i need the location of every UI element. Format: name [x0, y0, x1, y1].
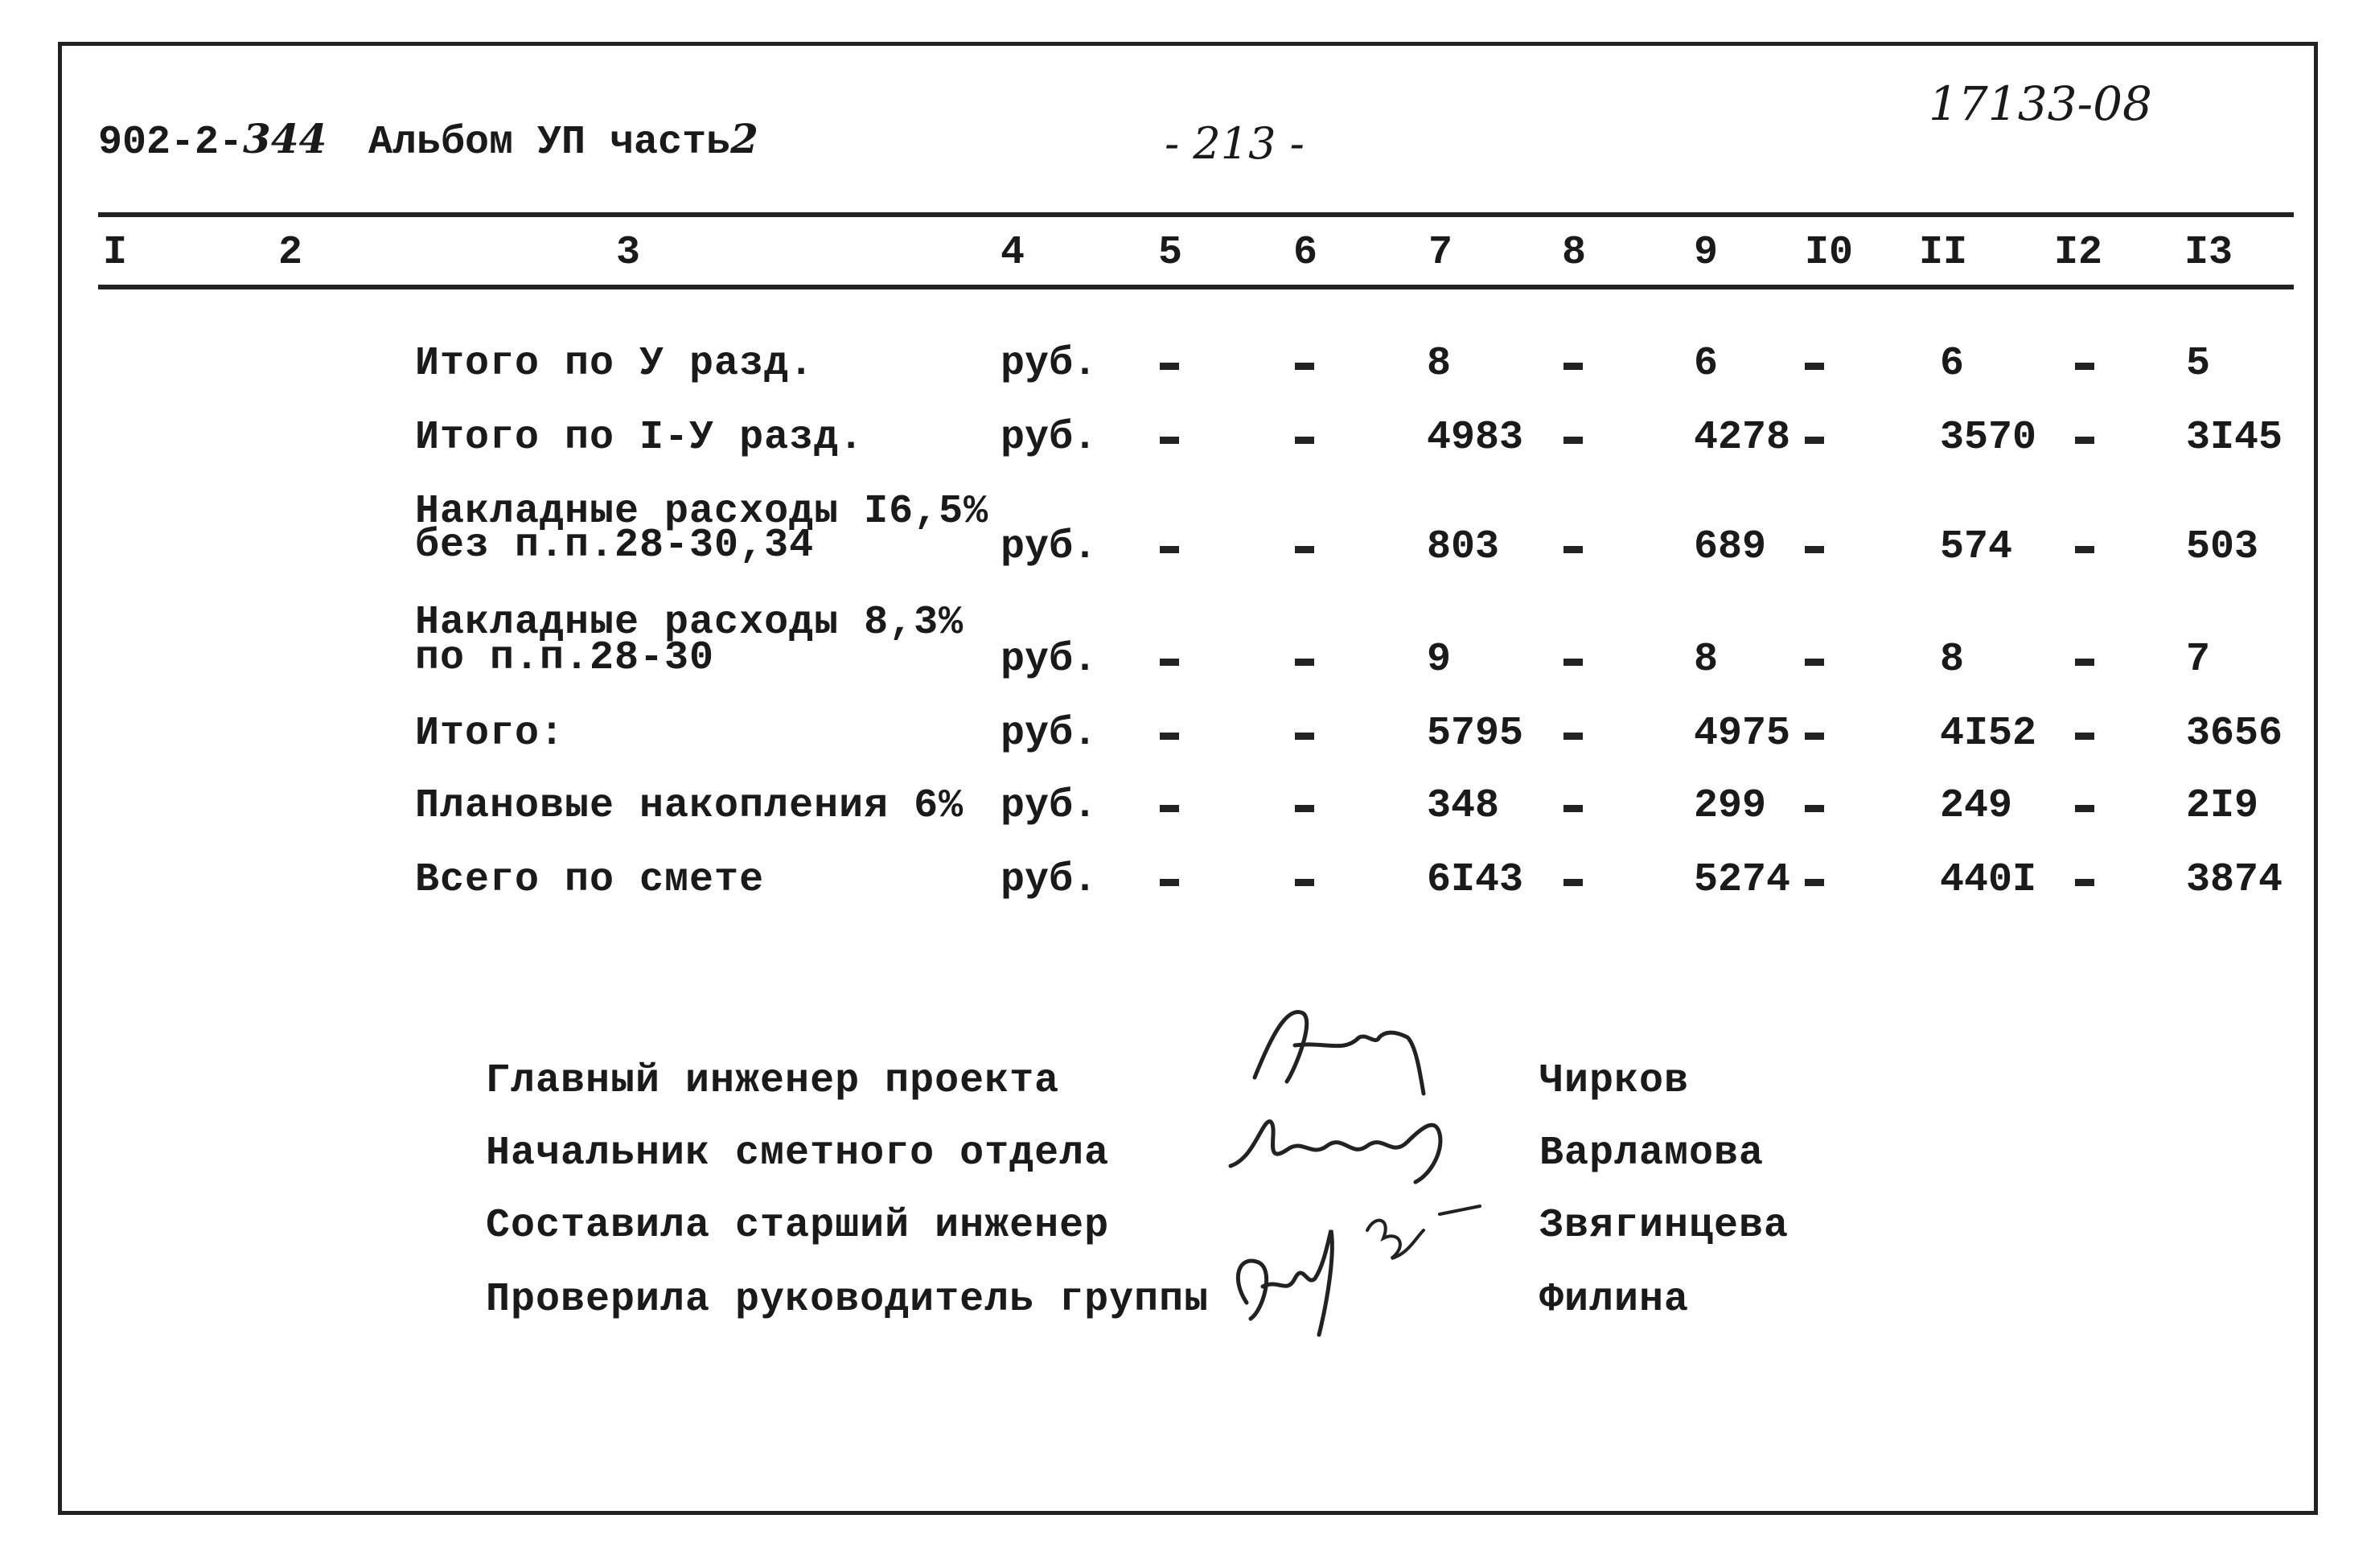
signature-name: Филина: [1539, 1277, 1690, 1323]
signature-name: Варламова: [1539, 1131, 1765, 1176]
dash-col5: [1160, 360, 1179, 373]
signature-role: Начальник сметного отдела: [486, 1131, 1110, 1176]
column-header: 7: [1428, 230, 1453, 276]
handwritten-signature-chief-engineer: [1239, 989, 1448, 1110]
dash-col12: [2075, 876, 2094, 889]
value-col7: 5795: [1427, 711, 1524, 757]
row-unit: руб.: [1001, 783, 1098, 829]
dash-col5: [1160, 434, 1179, 447]
row-label: Плановые накопления 6%: [415, 783, 964, 829]
column-header: 5: [1158, 230, 1183, 276]
value-col11: 440I: [1940, 857, 2037, 903]
row-unit: руб.: [1001, 857, 1098, 903]
column-header: 3: [616, 230, 641, 276]
dash-col10: [1805, 656, 1824, 669]
column-header: 4: [1001, 230, 1025, 276]
document-code-handwritten: 344: [243, 115, 327, 162]
row-label: Итого по У разд.: [415, 341, 815, 387]
dash-col12: [2075, 802, 2094, 815]
page-number: - 213 -: [1165, 118, 1305, 169]
row-label: Накладные расходы 8,3%: [415, 600, 964, 646]
row-label: Всего по смете: [415, 857, 765, 903]
value-col13: 3656: [2186, 711, 2283, 757]
dash-col8: [1563, 802, 1583, 815]
row-unit: руб.: [1001, 637, 1098, 683]
row-unit: руб.: [1001, 711, 1098, 757]
value-col9: 4278: [1694, 415, 1791, 461]
album-title-text: Альбом УП часть: [368, 120, 731, 166]
row-label: Итого по I-У разд.: [415, 415, 865, 461]
dash-col5: [1160, 876, 1179, 889]
column-header: II: [1919, 230, 1968, 276]
column-header: 8: [1562, 230, 1587, 276]
dash-col10: [1805, 434, 1824, 447]
dash-col12: [2075, 544, 2094, 556]
dash-col8: [1563, 434, 1583, 447]
album-title: [368, 115, 758, 166]
row-unit: руб.: [1001, 341, 1098, 387]
signature-name: Звягинцева: [1539, 1203, 1789, 1249]
column-header: I0: [1805, 230, 1854, 276]
value-col9: 4975: [1694, 711, 1791, 757]
dash-col10: [1805, 876, 1824, 889]
value-col7: 348: [1427, 783, 1500, 829]
dash-col6: [1295, 434, 1314, 447]
document-code: [98, 115, 327, 166]
dash-col10: [1805, 544, 1824, 556]
value-col7: 8: [1427, 341, 1452, 387]
value-col9: 6: [1694, 341, 1719, 387]
dash-col12: [2075, 360, 2094, 373]
value-col11: 249: [1940, 783, 2013, 829]
value-col11: 574: [1940, 524, 2013, 570]
value-col13: 2I9: [2186, 783, 2259, 829]
dash-col6: [1295, 656, 1314, 669]
column-header: I3: [2184, 230, 2233, 276]
column-header: I: [103, 230, 128, 276]
signature-role: Проверила руководитель группы: [486, 1277, 1210, 1323]
row-label: Накладные расходы I6,5%: [415, 489, 989, 535]
column-header: 9: [1694, 230, 1719, 276]
dash-col6: [1295, 544, 1314, 556]
value-col11: 4I52: [1940, 711, 2037, 757]
value-col11: 3570: [1940, 415, 2037, 461]
value-col13: 5: [2186, 341, 2211, 387]
value-col13: 3I45: [2186, 415, 2283, 461]
dash-col12: [2075, 730, 2094, 743]
dash-col8: [1563, 360, 1583, 373]
value-col7: 4983: [1427, 415, 1524, 461]
value-col13: 7: [2186, 637, 2211, 683]
value-col11: 8: [1940, 637, 1965, 683]
row-unit: руб.: [1001, 415, 1098, 461]
dash-col10: [1805, 802, 1824, 815]
handwritten-signature-estimate-head: [1222, 1102, 1480, 1190]
signature-name: Чирков: [1539, 1058, 1690, 1104]
document-code-prefix: 902-2-: [98, 120, 244, 166]
value-col9: 8: [1694, 637, 1719, 683]
header-bottom-rule: [98, 285, 2294, 289]
dash-col12: [2075, 656, 2094, 669]
dash-col5: [1160, 544, 1179, 556]
dash-col8: [1563, 544, 1583, 556]
sheet-code: 17133-08: [1929, 76, 2152, 131]
dash-col6: [1295, 876, 1314, 889]
dash-col5: [1160, 730, 1179, 743]
dash-col12: [2075, 434, 2094, 447]
dash-col6: [1295, 802, 1314, 815]
row-label-continued: без п.п.28-30,34: [415, 523, 815, 569]
dash-col6: [1295, 730, 1314, 743]
value-col11: 6: [1940, 341, 1965, 387]
dash-col6: [1295, 360, 1314, 373]
value-col9: 5274: [1694, 857, 1791, 903]
value-col7: 6I43: [1427, 857, 1524, 903]
column-header: 2: [278, 230, 303, 276]
dash-col8: [1563, 876, 1583, 889]
dash-col5: [1160, 802, 1179, 815]
dash-col5: [1160, 656, 1179, 669]
value-col9: 299: [1694, 783, 1767, 829]
value-col13: 3874: [2186, 857, 2283, 903]
row-unit: руб.: [1001, 524, 1098, 570]
row-label-continued: по п.п.28-30: [415, 635, 715, 681]
row-label: Итого:: [415, 711, 565, 757]
header-top-rule: [98, 212, 2294, 217]
value-col7: 803: [1427, 524, 1500, 570]
column-header: I2: [2054, 230, 2103, 276]
dash-col8: [1563, 656, 1583, 669]
value-col7: 9: [1427, 637, 1452, 683]
dash-col10: [1805, 730, 1824, 743]
dash-col8: [1563, 730, 1583, 743]
signature-role: Главный инженер проекта: [486, 1058, 1060, 1104]
album-part-handwritten: 2: [730, 115, 758, 162]
dash-col10: [1805, 360, 1824, 373]
value-col13: 503: [2186, 524, 2259, 570]
value-col9: 689: [1694, 524, 1767, 570]
signature-role: Составила старший инженер: [486, 1203, 1110, 1249]
column-header: 6: [1293, 230, 1318, 276]
